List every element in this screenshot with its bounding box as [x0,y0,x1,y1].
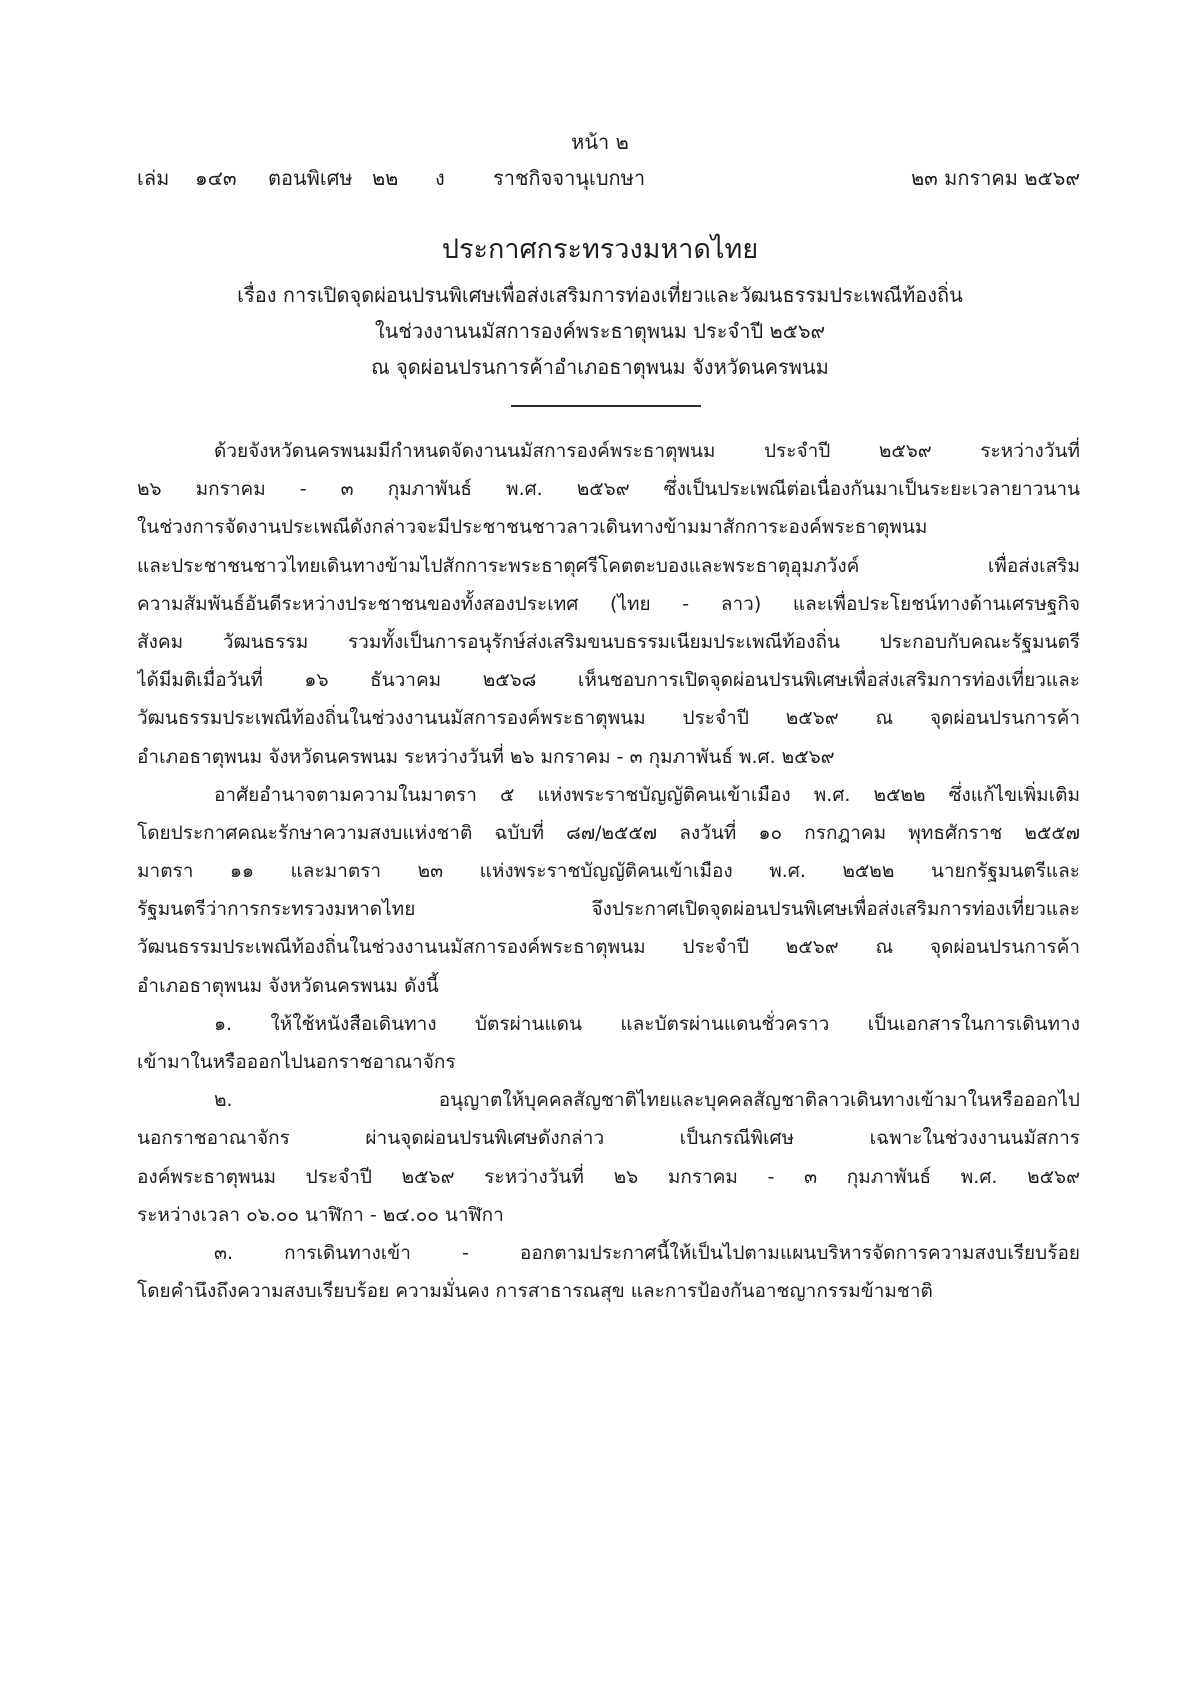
item-3-line: โดยคำนึงถึงความสงบเรียบร้อย ความมั่นคง การสาธารณสุข และการป้องกันอาชญากรรมข้ามชาติ [137,1280,933,1303]
page-number: หน้า ๒ [571,130,629,154]
body-line: และประชาชนชาวไทยเดินทางข้ามไปสักการะพระธาตุศรีโคตตะบองและพระธาตุอุมภวังค์ เพื่อส่งเสริม [137,554,1080,577]
item-3-line: ๓. การเดินทางเข้า - ออกตามประกาศนี้ให้เป็นไปตามแผนบริหารจัดการความสงบเรียบร้อย [214,1241,1080,1264]
publication-name: ราชกิจจานุเบกษา [493,166,646,190]
announcement-title: ประกาศกระทรวงมหาดไทย [441,234,759,265]
section-letter: ง [435,166,445,190]
body-line: อาศัยอำนาจตามความในมาตรา ๕ แห่งพระราชบัญญัติคนเข้าเมือง พ.ศ. ๒๕๒๒ ซึ่งแก้ไขเพิ่มเติม [214,783,1080,806]
item-2-line: องค์พระธาตุพนม ประจำปี ๒๕๖๙ ระหว่างวันที่ ๒๖ มกราคม - ๓ กุมภาพันธ์ พ.ศ. ๒๕๖๙ [137,1165,1080,1188]
body-line: สังคม วัฒนธรรม รวมทั้งเป็นการอนุรักษ์ส่งเสริมขนบธรรมเนียมประเพณีท้องถิ่น ประกอบกับคณะรัฐมนตรี [137,630,1080,653]
announcement-body [137,432,1080,1310]
body-line: โดยประกาศคณะรักษาความสงบแห่งชาติ ฉบับที่ ๘๗/๒๕๕๗ ลงวันที่ ๑๐ กรกฎาคม พุทธศักราช ๒๕๕๗ [137,821,1080,844]
gazette-header [137,163,1080,193]
item-2-line: ระหว่างเวลา ๐๖.๐๐ นาฬิกา - ๒๔.๐๐ นาฬิกา [137,1203,504,1226]
announcement-subject [0,277,1200,385]
body-line: รัฐมนตรีว่าการกระทรวงมหาดไทย จึงประกาศเปิดจุดผ่อนปรนพิเศษเพื่อส่งเสริมการท่องเที่ยวและ [137,898,1080,921]
item-2-line: นอกราชอาณาจักร ผ่านจุดผ่อนปรนพิเศษดังกล่าว เป็นกรณีพิเศษ เฉพาะในช่วงงานนมัสการ [137,1127,1080,1150]
publication-date: ๒๓ มกราคม ๒๕๖๙ [910,166,1080,190]
body-line: ความสัมพันธ์อันดีระหว่างประชาชนของทั้งสองประเทศ (ไทย - ลาว) และเพื่อประโยชน์ทางด้านเศรษฐกิจ [137,592,1080,615]
body-line: วัฒนธรรมประเพณีท้องถิ่นในช่วงงานนมัสการองค์พระธาตุพนม ประจำปี ๒๕๖๙ ณ จุดผ่อนปรนการค้า [137,707,1080,730]
section-label: ตอนพิเศษ [268,166,353,190]
title-divider [511,405,701,407]
item-1-line: ๑. ให้ใช้หนังสือเดินทาง บัตรผ่านแดน และบัตรผ่านแดนชั่วคราว เป็นเอกสารในการเดินทาง [214,1012,1080,1035]
subject-line: เรื่อง การเปิดจุดผ่อนปรนพิเศษเพื่อส่งเสริมการท่องเที่ยวและวัฒนธรรมประเพณีท้องถิ่น [237,283,963,307]
body-line: ด้วยจังหวัดนครพนมมีกำหนดจัดงานนมัสการองค์พระธาตุพนม ประจำปี ๒๕๖๙ ระหว่างวันที่ [214,440,1080,462]
item-1-line: เข้ามาในหรือออกไปนอกราชอาณาจักร [137,1051,456,1073]
body-line: ๒๖ มกราคม - ๓ กุมภาพันธ์ พ.ศ. ๒๕๖๙ ซึ่งเป็นประเพณีต่อเนื่องกันมาเป็นระยะเวลายาวนาน [137,478,1080,501]
body-line: วัฒนธรรมประเพณีท้องถิ่นในช่วงงานนมัสการองค์พระธาตุพนม ประจำปี ๒๕๖๙ ณ จุดผ่อนปรนการค้า [137,936,1080,959]
subject-line: ในช่วงงานนมัสการองค์พระธาตุพนม ประจำปี ๒๕๖๙ [374,319,826,343]
body-line: อำเภอธาตุพนม จังหวัดนครพนม ดังนี้ [137,974,439,997]
body-line: ในช่วงการจัดงานประเพณีดังกล่าวจะมีประชาชนชาวลาวเดินทางข้ามมาสักการะองค์พระธาตุพนม [137,516,928,539]
volume-number: ๑๔๓ [195,166,237,190]
subject-line: ณ จุดผ่อนปรนการค้าอำเภอธาตุพนม จังหวัดนครพนม [371,355,829,379]
volume-label: เล่ม [137,166,170,190]
item-2-line: ๒. อนุญาตให้บุคคลสัญชาติไทยและบุคคลสัญชาติลาวเดินทางเข้ามาในหรือออกไป [214,1089,1080,1112]
body-line: อำเภอธาตุพนม จังหวัดนครพนม ระหว่างวันที่ ๒๖ มกราคม - ๓ กุมภาพันธ์ พ.ศ. ๒๕๖๙ [137,745,835,768]
body-line: มาตรา ๑๑ และมาตรา ๒๓ แห่งพระราชบัญญัติคนเข้าเมือง พ.ศ. ๒๕๒๒ นายกรัฐมนตรีและ [137,860,1080,883]
body-line: ได้มีมติเมื่อวันที่ ๑๖ ธันวาคม ๒๕๖๘ เห็นชอบการเปิดจุดผ่อนปรนพิเศษเพื่อส่งเสริมการท่องเที่ยวและ [137,669,1080,692]
section-number: ๒๒ [372,166,399,190]
